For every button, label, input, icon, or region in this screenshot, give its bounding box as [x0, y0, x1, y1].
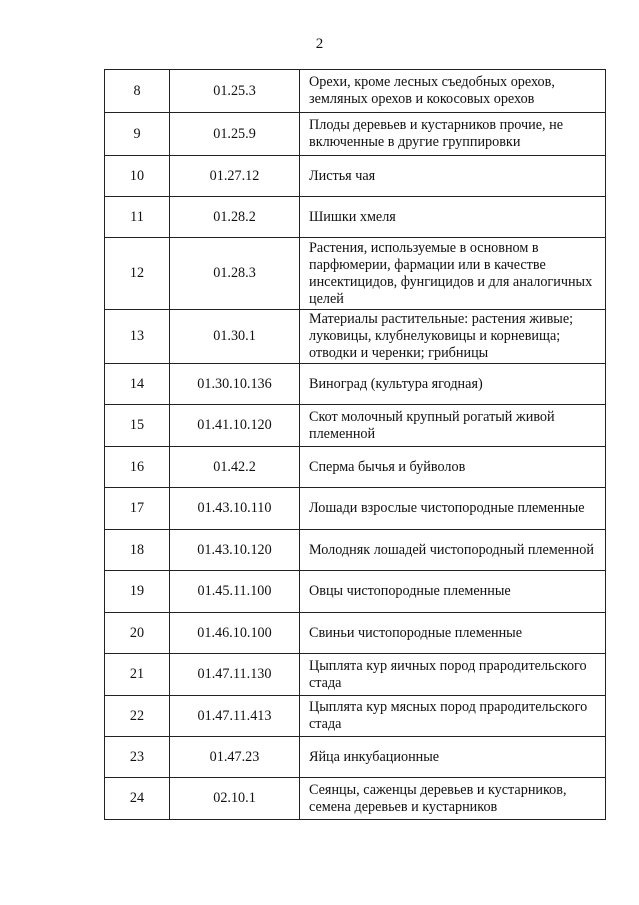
row-code: 01.41.10.120	[170, 405, 300, 447]
row-number: 11	[105, 197, 170, 238]
row-number: 24	[105, 778, 170, 820]
table-row	[105, 488, 606, 530]
row-code: 01.25.3	[170, 70, 300, 113]
row-description: Яйца инкубационные	[300, 737, 606, 778]
row-number: 8	[105, 70, 170, 113]
row-description: Орехи, кроме лесных съедобных орехов, земляных орехов и кокосовых орехов	[300, 70, 606, 113]
table-row	[105, 737, 606, 778]
row-description: Растения, используемые в основном в парфюмерии, фармации или в качестве инсектицидов, фунгицидов и для аналогичных целей	[300, 238, 606, 310]
page-number: 2	[315, 36, 324, 52]
row-code: 01.30.10.136	[170, 364, 300, 405]
row-code: 01.47.11.130	[170, 654, 300, 696]
row-description: Лошади взрослые чистопородные племенные	[300, 488, 606, 530]
row-description: Сеянцы, саженцы деревьев и кустарников, семена деревьев и кустарников	[300, 778, 606, 820]
codes-table	[104, 69, 606, 820]
row-number: 12	[105, 238, 170, 310]
table-row	[105, 310, 606, 364]
row-number: 23	[105, 737, 170, 778]
row-number: 16	[105, 447, 170, 488]
row-code: 02.10.1	[170, 778, 300, 820]
row-number: 15	[105, 405, 170, 447]
row-description: Свиньи чистопородные племенные	[300, 613, 606, 654]
table-row	[105, 778, 606, 820]
table-row	[105, 70, 606, 113]
row-number: 14	[105, 364, 170, 405]
row-number: 19	[105, 571, 170, 613]
table-row	[105, 696, 606, 737]
row-description: Материалы растительные: растения живые; луковицы, клубнелуковицы и корневища; отводки и черенки; грибницы	[300, 310, 606, 364]
row-code: 01.43.10.110	[170, 488, 300, 530]
row-code: 01.45.11.100	[170, 571, 300, 613]
table-row	[105, 238, 606, 310]
table-row	[105, 654, 606, 696]
table-row	[105, 364, 606, 405]
row-description: Скот молочный крупный рогатый живой племенной	[300, 405, 606, 447]
row-code: 01.47.23	[170, 737, 300, 778]
row-code: 01.42.2	[170, 447, 300, 488]
row-code: 01.30.1	[170, 310, 300, 364]
row-description: Виноград (культура ягодная)	[300, 364, 606, 405]
row-code: 01.43.10.120	[170, 530, 300, 571]
row-description: Шишки хмеля	[300, 197, 606, 238]
table-row	[105, 156, 606, 197]
row-number: 22	[105, 696, 170, 737]
table-row	[105, 113, 606, 156]
row-number: 10	[105, 156, 170, 197]
table-row	[105, 405, 606, 447]
row-number: 17	[105, 488, 170, 530]
row-number: 21	[105, 654, 170, 696]
row-description: Листья чая	[300, 156, 606, 197]
row-number: 9	[105, 113, 170, 156]
row-number: 20	[105, 613, 170, 654]
row-code: 01.47.11.413	[170, 696, 300, 737]
row-code: 01.27.12	[170, 156, 300, 197]
table-row	[105, 447, 606, 488]
table-row	[105, 530, 606, 571]
row-code: 01.28.2	[170, 197, 300, 238]
row-description: Овцы чистопородные племенные	[300, 571, 606, 613]
table-row	[105, 197, 606, 238]
row-description: Сперма бычья и буйволов	[300, 447, 606, 488]
row-description: Цыплята кур мясных пород прародительского стада	[300, 696, 606, 737]
row-description: Цыплята кур яичных пород прародительского стада	[300, 654, 606, 696]
row-number: 13	[105, 310, 170, 364]
row-code: 01.28.3	[170, 238, 300, 310]
table-row	[105, 571, 606, 613]
row-number: 18	[105, 530, 170, 571]
row-description: Молодняк лошадей чистопородный племенной	[300, 530, 606, 571]
row-description: Плоды деревьев и кустарников прочие, не включенные в другие группировки	[300, 113, 606, 156]
row-code: 01.46.10.100	[170, 613, 300, 654]
row-code: 01.25.9	[170, 113, 300, 156]
table-row	[105, 613, 606, 654]
